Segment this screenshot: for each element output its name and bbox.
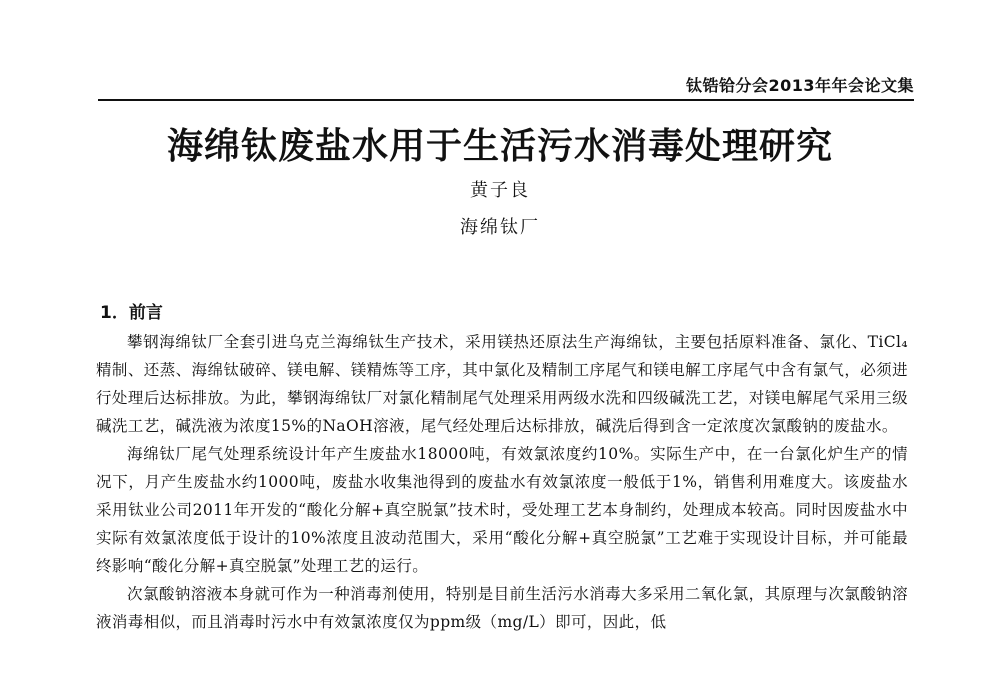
author-affiliation: 海绵钛厂 — [460, 217, 540, 238]
paragraph: 次氯酸钠溶液本身就可作为一种消毒剂使用，特别是目前生活污水消毒大多采用二氧化氯，其原理与次氯酸钠溶液消毒相似，而且消毒时污水中有效氯浓度仅为ppm级（mg/L）即可，因此，低 — [96, 585, 908, 631]
section-body — [96, 328, 908, 636]
section-heading-introduction: 1．前言 — [100, 303, 163, 323]
paragraph: 海绵钛厂尾气处理系统设计年产生废盐水18000吨，有效氯浓度约10%。实际生产中，在一台氯化炉生产的情况下，月产生废盐水约1000吨，废盐水收集池得到的废盐水有效氯浓度一般低于1%，销售利用难度大。该废盐水采用钛业公司2011年开发的“酸化分解+真空脱氯”技术时，受处理工艺本身制约，处理成本较高。同时因废盐水中实际有效氯浓度低于设计的10%浓度且波动范围大，采用“酸化分解+真空脱氯”工艺难于实现设计目标，并可能最终影响“酸化分解+真空脱氯”处理工艺的运行。 — [96, 445, 908, 575]
paper-title: 海绵钛废盐水用于生活污水消毒处理研究 — [166, 125, 833, 167]
journal-header: 钛锆铪分会2013年年会论文集 — [685, 76, 914, 95]
author-name: 黄子良 — [470, 180, 530, 201]
paragraph: 攀钢海绵钛厂全套引进乌克兰海绵钛生产技术，采用镁热还原法生产海绵钛，主要包括原料准备、氯化、TiCl₄精制、还蒸、海绵钛破碎、镁电解、镁精炼等工序，其中氯化及精制工序尾气和镁电解工序尾气中含有氯气，必须进行处理后达标排放。为此，攀钢海绵钛厂对氯化精制尾气处理采用两级水洗和四级碱洗工艺，对镁电解尾气采用三级碱洗工艺，碱洗液为浓度15%的NaOH溶液，尾气经处理后达标排放，碱洗后得到含一定浓度次氯酸钠的废盐水。 — [96, 333, 908, 435]
header-rule — [98, 99, 914, 101]
